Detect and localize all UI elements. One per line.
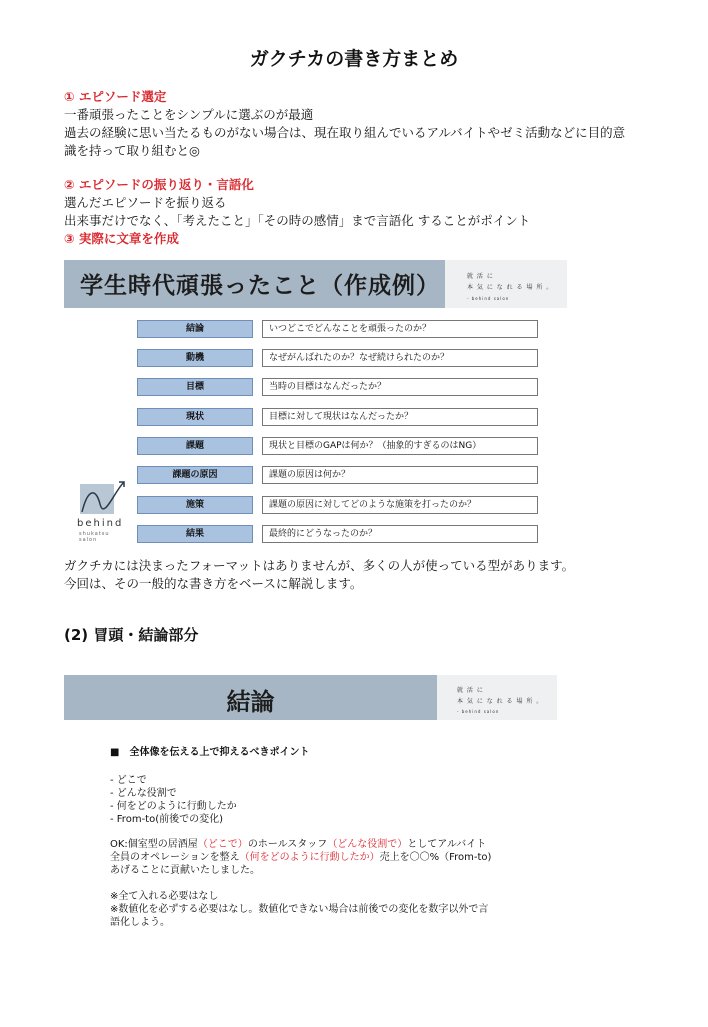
page-title: ガクチカの書き方まとめ xyxy=(249,48,459,70)
row-label: 課題 xyxy=(137,437,253,455)
section2-line2: 出来事だけでなく、「考えたこと」「その時の感情」まで言語化 することがポイント xyxy=(64,213,531,228)
row-question: 現状と目標のGAPは何か？（抽象的すぎるのはNG） xyxy=(262,437,538,455)
row-label: 結果 xyxy=(137,525,253,543)
ok-text: 売上を〇〇%（From-to) xyxy=(379,852,492,863)
logo-mark-icon xyxy=(74,478,130,518)
row-label: 目標 xyxy=(137,378,253,396)
row-question: 課題の原因は何か？ xyxy=(262,466,538,484)
section1-heading: ① エピソード選定 xyxy=(64,89,167,104)
point-heading: ■ 全体像を伝える上で抑えるべきポイント xyxy=(110,747,310,758)
example-image xyxy=(64,260,567,543)
point-item: - どんな役割で xyxy=(110,788,177,799)
logo-text: behind xyxy=(77,518,124,529)
example-banner-title: 学生時代頑張ったこと（作成例） xyxy=(80,273,440,299)
note-line2: ※数値化を必ずする必要はなし。数値化できない場合は前後での変化を数字以外で言 xyxy=(110,904,489,915)
ok-example-line3: あげることに貢献いたしました。 xyxy=(110,865,260,876)
tagline-line1: 就 活 に xyxy=(467,273,494,280)
row-label: 現状 xyxy=(137,408,253,426)
tagline-line1: 就 活 に xyxy=(457,687,484,694)
logo-subtext: shukatsu salon xyxy=(79,531,110,543)
intro-paragraph-line2: 今回は、その一般的な書き方をベースに解説します。 xyxy=(64,576,363,591)
section2-heading: ② エピソードの振り返り・言語化 xyxy=(64,177,254,192)
ok-highlight: （どんな役割で） xyxy=(327,839,408,850)
row-label: 課題の原因 xyxy=(137,466,253,484)
row-question: 最終的にどうなったのか？ xyxy=(262,525,538,543)
section1-line1: 一番頑張ったことをシンプルに選ぶのが最適 xyxy=(64,107,314,122)
row-question: 目標に対して現状はなんだったか？ xyxy=(262,408,538,426)
point-item: - どこで xyxy=(110,775,147,786)
row-question: いつどこでどんなことを頑張ったのか？ xyxy=(262,320,538,338)
ok-highlight: （何をどのように行動したか） xyxy=(239,852,380,863)
ok-example-line1 xyxy=(110,838,486,851)
row-question: 当時の目標はなんだったか？ xyxy=(262,378,538,396)
conclusion-banner-title: 結論 xyxy=(226,688,275,716)
note-line1: ※全て入れる必要はなし xyxy=(110,891,219,902)
row-question: なぜがんばれたのか？なぜ続けられたのか？ xyxy=(262,349,538,367)
conclusion-image xyxy=(64,675,557,945)
row-label: 動機 xyxy=(137,349,253,367)
row-label: 結論 xyxy=(137,320,253,338)
section3-heading: ③ 実際に文章を作成 xyxy=(64,231,179,246)
ok-text: としてアルバイト xyxy=(407,839,487,850)
example-tagline-box xyxy=(445,260,567,308)
section2-line1: 選んだエピソードを振り返る xyxy=(64,195,227,210)
conclusion-tagline-box xyxy=(437,675,557,720)
tagline-line3: - behind salon xyxy=(467,296,510,301)
point-item: - 何をどのように行動したか xyxy=(110,801,237,812)
row-question: 課題の原因に対してどのような施策を打ったのか？ xyxy=(262,496,538,514)
section1-line3: 識を持って取り組むと◎ xyxy=(64,143,200,158)
ok-example-line2 xyxy=(110,851,491,864)
tagline-line2: 本 気 に な れ る 場 所 。 xyxy=(457,698,544,705)
section1-line2: 過去の経験に思い当たるものがない場合は、現在取り組んでいるアルバイトやゼミ活動などに目的意 xyxy=(64,125,626,140)
point-item: - From-to(前後での変化) xyxy=(110,814,224,825)
ok-text: OK:個室型の居酒屋 xyxy=(110,839,198,850)
ok-highlight: （どこで） xyxy=(197,839,248,850)
intro-paragraph-line1: ガクチカには決まったフォーマットはありませんが、多くの人が使っている型があります。 xyxy=(64,558,575,573)
tagline-line2: 本 気 に な れ る 場 所 。 xyxy=(467,284,554,291)
row-label: 施策 xyxy=(137,496,253,514)
ok-text: 全員のオペレーションを整え xyxy=(110,852,240,863)
example-banner xyxy=(64,260,445,308)
behind-logo xyxy=(74,478,130,543)
section-heading-conclusion: (2) 冒頭・結論部分 xyxy=(64,626,199,644)
tagline-line3: - behind salon xyxy=(457,709,500,714)
conclusion-banner xyxy=(64,675,437,720)
note-line3: 語化しよう。 xyxy=(110,917,170,928)
ok-text: のホールスタッフ xyxy=(247,839,328,850)
